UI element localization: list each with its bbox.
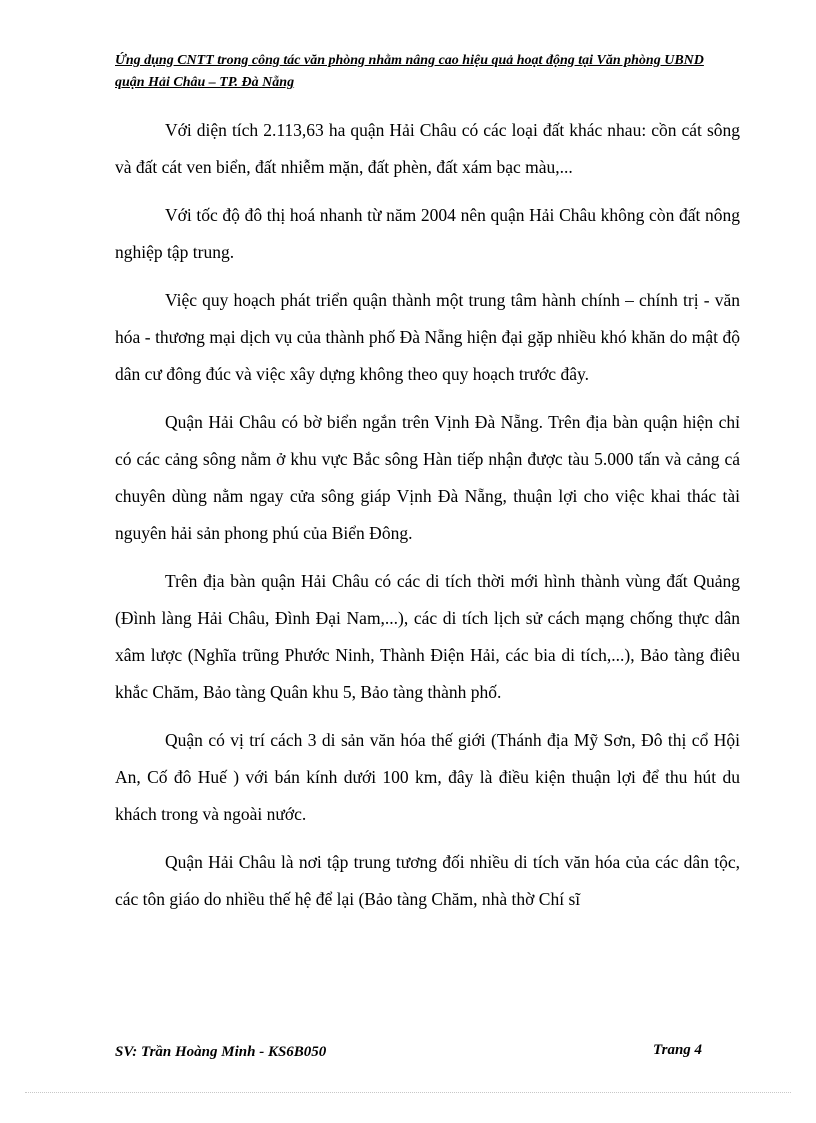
footer-author: SV: Trần Hoàng Minh - KS6B050 — [115, 1044, 327, 1060]
page-header: Ứng dụng CNTT trong công tác văn phòng nhằm nâng cao hiệu quả hoạt động tại Văn phòng UBND quận Hải Châu – TP. Đà Nẵng — [115, 53, 704, 90]
paragraph-historic-sites: Trên địa bàn quận Hải Châu có các di tích thời mới hình thành vùng đất Quảng (Đình làng Hải Châu, Đình Đại Nam,...), các di tích lịch sử cách mạng chống thực dân xâm lược (Nghĩa trũng Phước Ninh, Thành Điện Hải, các bia di tích,...), Bảo tàng điêu khắc Chăm, Bảo tàng Quân khu 5, Bảo tàng thành phố. — [115, 571, 740, 702]
paragraph-world-heritage: Quận có vị trí cách 3 di sản văn hóa thế giới (Thánh địa Mỹ Sơn, Đô thị cổ Hội An, Cố đô Huế ) với bán kính dưới 100 km, đây là điều kiện thuận lợi để thu hút du khách trong và ngoài nước. — [115, 730, 740, 824]
document-body — [115, 112, 740, 929]
paragraph-urbanization: Với tốc độ đô thị hoá nhanh từ năm 2004 nên quận Hải Châu không còn đất nông nghiệp tập trung. — [115, 205, 740, 262]
footer-page-number: Trang 4 — [653, 1042, 703, 1058]
paragraph-cultural-relics: Quận Hải Châu là nơi tập trung tương đối nhiều di tích văn hóa của các dân tộc, các tôn giáo do nhiều thế hệ để lại (Bảo tàng Chăm, nhà thờ Chí sĩ — [115, 852, 740, 909]
paragraph-land-area: Với diện tích 2.113,63 ha quận Hải Châu có các loại đất khác nhau: cồn cát sông và đất cát ven biển, đất nhiễm mặn, đất phèn, đất xám bạc màu,... — [115, 120, 740, 177]
paragraph-coastline: Quận Hải Châu có bờ biển ngắn trên Vịnh Đà Nẵng. Trên địa bàn quận hiện chỉ có các cảng sông nằm ở khu vực Bắc sông Hàn tiếp nhận được tàu 5.000 tấn và cảng cá chuyên dùng nằm ngay cửa sông giáp Vịnh Đà Nẵng, thuận lợi cho việc khai thác tài nguyên hải sản phong phú của Biển Đông. — [115, 412, 740, 543]
paragraph-planning: Việc quy hoạch phát triển quận thành một trung tâm hành chính – chính trị - văn hóa - thương mại dịch vụ của thành phố Đà Nẵng hiện đại gặp nhiều khó khăn do mật độ dân cư đông đúc và việc xây dựng không theo quy hoạch trước đây. — [115, 290, 740, 384]
page-bottom-divider — [25, 1092, 791, 1093]
